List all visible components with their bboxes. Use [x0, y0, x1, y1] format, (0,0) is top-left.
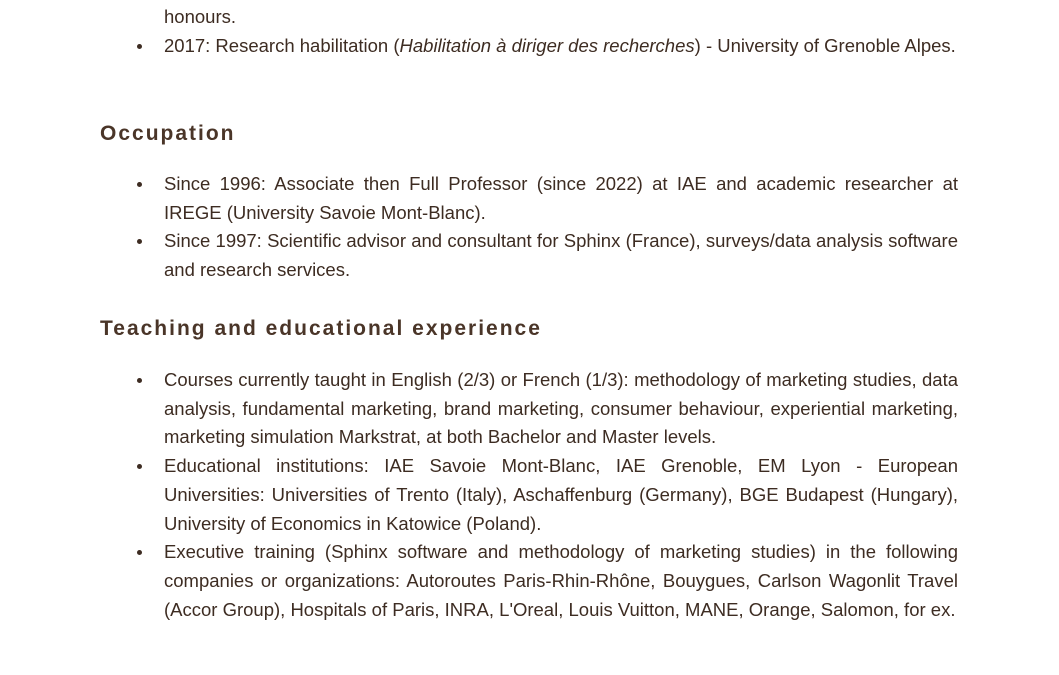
bullet-icon [137, 378, 142, 383]
list-item [164, 170, 958, 227]
list-item-text: Since 1997: Scientific advisor and consultant for Sphinx (France), surveys/data analysis software and research services. [164, 230, 958, 281]
list-item-text [164, 32, 958, 61]
bullet-icon [137, 464, 142, 469]
teaching-list [164, 366, 958, 624]
list-item-text: Since 1996: Associate then Full Professor (since 2022) at IAE and academic researcher at IREGE (University Savoie Mont-Blanc). [164, 173, 958, 223]
list-item-text: Courses currently taught in English (2/3) or French (1/3): methodology of marketing studies, data analysis, fundamental marketing, brand marketing, consumer behaviour, experiential marketing, marketing simulation Markstrat, at both Bachelor and Master levels. [164, 369, 958, 448]
list-item [164, 452, 958, 538]
bullet-icon [137, 550, 142, 555]
list-item [164, 538, 958, 624]
list-item [164, 32, 958, 61]
section-heading-occupation: Occupation [100, 122, 236, 145]
section-heading-teaching: Teaching and educational experience [100, 317, 542, 340]
education-list-continued [164, 3, 958, 60]
list-item-text: Executive training (Sphinx software and methodology of marketing studies) in the following companies or organizations: Autoroutes Paris-Rhin-Rhône, Bouygues, Carlson Wagonlit Travel (Accor Group), Hospitals of Paris, INRA, L'Oreal, Louis Vuitton, MANE, Orange, Salomon, for ex. [164, 541, 958, 620]
bullet-icon [137, 239, 142, 244]
bullet-icon [137, 44, 142, 49]
italic-text: Habilitation à diriger des recherches [399, 34, 695, 56]
list-item [164, 227, 958, 284]
list-item [164, 3, 958, 32]
list-item [164, 366, 958, 452]
bullet-icon [137, 182, 142, 187]
list-item-text: honours. [164, 6, 236, 27]
text-segment: ) - University of Grenoble Alpes. [694, 34, 956, 56]
text-segment: 2017: Research habilitation ( [164, 34, 400, 56]
occupation-list [164, 170, 958, 285]
list-item-text: Educational institutions: IAE Savoie Mont-Blanc, IAE Grenoble, EM Lyon - European Universities: Universities of Trento (Italy), Aschaffenburg (Germany), BGE Budapest (Hungary), University of Economics in Katowice (Poland). [164, 455, 958, 534]
